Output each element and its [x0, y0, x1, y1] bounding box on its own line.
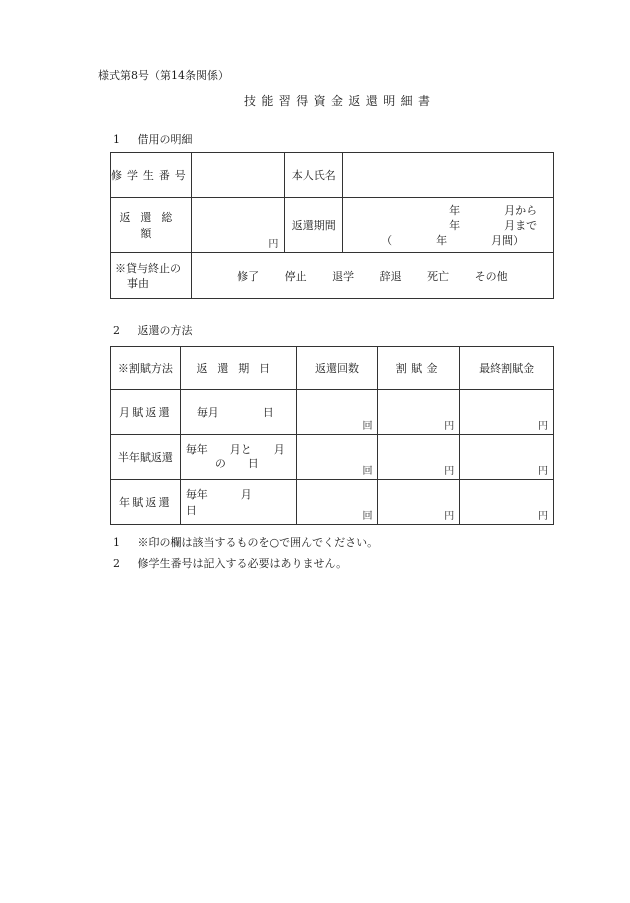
reason-completion[interactable]: 修了 [237, 269, 260, 283]
row-semiannual-installment[interactable]: 円 [378, 435, 460, 480]
section2-number: 2 [113, 324, 120, 337]
document-title: 技能習得資金返還明細書 [244, 94, 436, 108]
row-semiannual-count[interactable]: 回 [296, 435, 378, 480]
row-annual-date[interactable]: 毎年 月 日 [180, 480, 296, 525]
student-number-label: 修学生番号 [111, 153, 192, 198]
col-count-header: 返還回数 [296, 347, 378, 390]
row-monthly-label: 月賦返還 [111, 390, 181, 435]
end-reason-label: ※貸与終止の 事由 [111, 253, 192, 299]
col-period-header: 返還期日 [180, 347, 296, 390]
row-semiannual-label: 半年賦返還 [111, 435, 181, 480]
repayment-period-label: 返還期間 [285, 198, 343, 253]
row-monthly-count[interactable]: 回 [296, 390, 378, 435]
period-from: 年 月から [449, 203, 538, 217]
row-semiannual-date[interactable]: 毎年 月と 月 の 日 [180, 435, 296, 480]
period-months: （ 年 月間） [381, 233, 525, 247]
section1-title: 借用の明細 [137, 133, 193, 146]
row-annual-label: 年賦返還 [111, 480, 181, 525]
col-final-header: 最終割賦金 [460, 347, 554, 390]
row-annual-final[interactable]: 円 [460, 480, 554, 525]
yen-unit: 円 [268, 239, 279, 250]
row-annual-installment[interactable]: 円 [378, 480, 460, 525]
row-monthly-installment[interactable]: 円 [378, 390, 460, 435]
end-reason-options [191, 253, 553, 299]
reason-death[interactable]: 死亡 [427, 269, 450, 283]
total-amount-label: 返還総額 [111, 198, 192, 253]
section2-title: 返還の方法 [137, 324, 193, 337]
col-installment-header: 割賦金 [378, 347, 460, 390]
row-annual-count[interactable]: 回 [296, 480, 378, 525]
row-monthly-final[interactable]: 円 [460, 390, 554, 435]
student-number-field[interactable] [191, 153, 285, 198]
name-label: 本人氏名 [285, 153, 343, 198]
row-semiannual-final[interactable]: 円 [460, 435, 554, 480]
reason-withdrawal[interactable]: 退学 [332, 269, 355, 283]
col-method-header: ※割賦方法 [111, 347, 181, 390]
form-number: 様式第8号（第14条関係） [98, 69, 229, 82]
row-monthly-date[interactable]: 毎月 日 [180, 390, 296, 435]
section2-heading [113, 322, 193, 338]
period-to: 年 月まで [449, 218, 538, 232]
reason-resignation[interactable]: 辞退 [379, 269, 402, 283]
total-amount-field[interactable] [191, 198, 285, 253]
name-field[interactable] [343, 153, 554, 198]
repayment-period-field[interactable] [343, 198, 554, 253]
note-2: 2 修学生番号は記入する必要はありません。 [113, 557, 348, 570]
reason-other[interactable]: その他 [474, 269, 508, 283]
reason-suspension[interactable]: 停止 [284, 269, 307, 283]
note-1: 1 ※印の欄は該当するものを○で囲んでください。 [113, 536, 379, 549]
section1-number: 1 [113, 133, 120, 146]
loan-details-table [110, 152, 554, 299]
repayment-method-table [110, 346, 554, 525]
section1-heading [113, 131, 193, 147]
